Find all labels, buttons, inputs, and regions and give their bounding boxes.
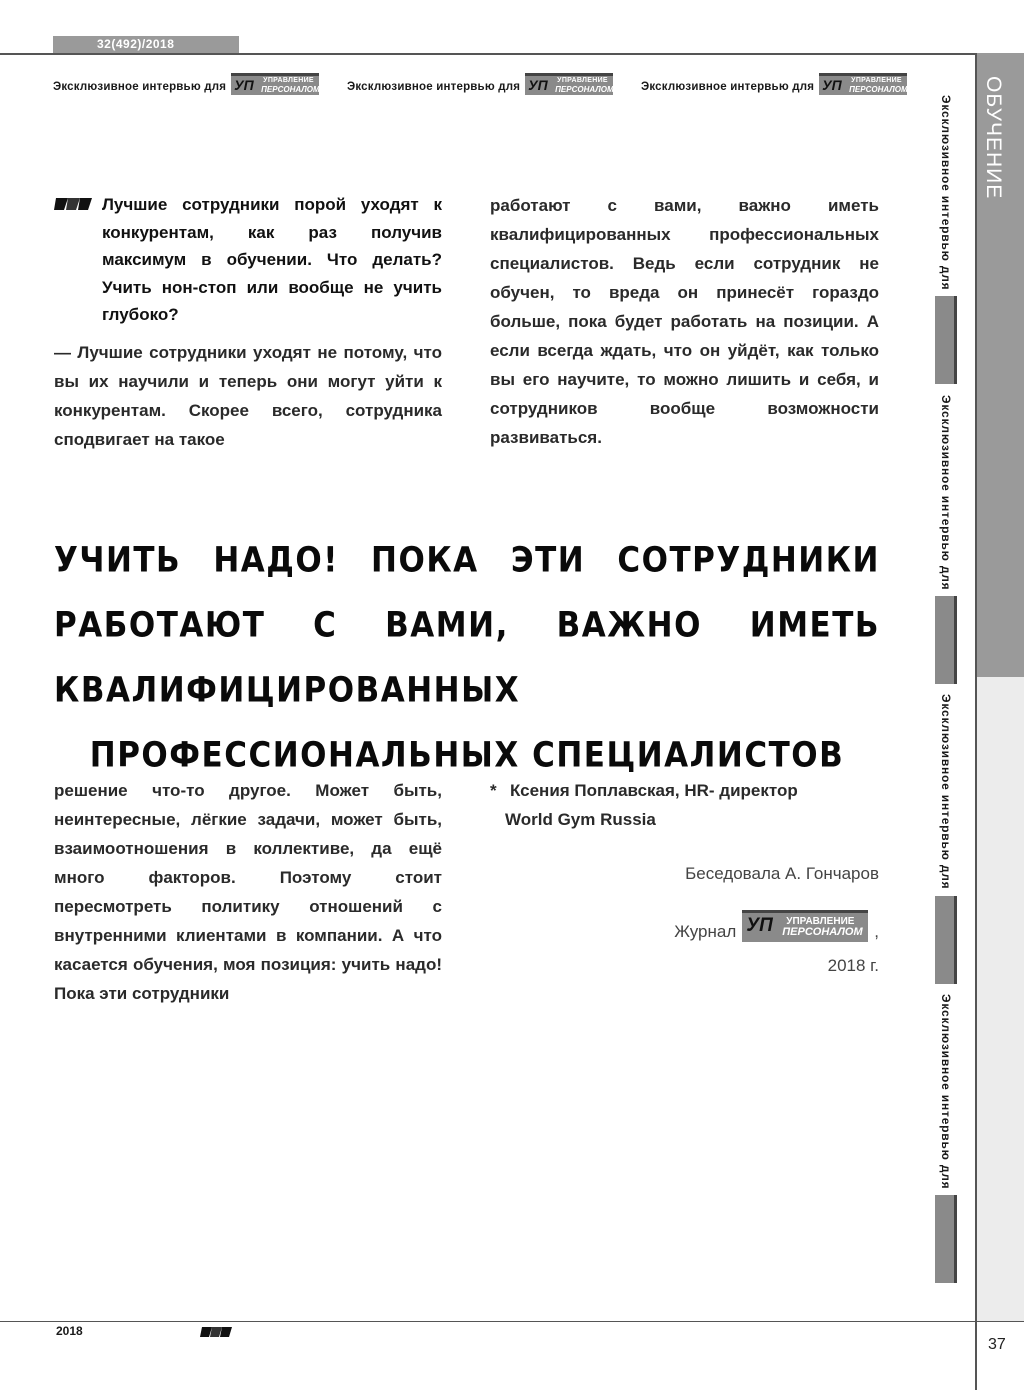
answer-text: — Лучшие сотрудники уходят не потому, что вы их научили и теперь они могут уйти к конкурентам. Скорее всего, сотрудника сподвигает на такое <box>54 343 442 449</box>
logo-bottom: ПЕРСОНАЛОМ <box>261 85 320 94</box>
answer-text: решение что-то другое. Может быть, неинтересные, лёгкие задачи, может быть, взаимоотношения в коллективе, да ещё много факторов. Поэтому стоит пересмотреть политику отношений с внутренними клиентами в компании. А что касается обучения, моя позиция: учить надо! Пока эти сотрудники <box>54 781 442 1003</box>
side-panel <box>977 677 1024 1322</box>
journal-logo <box>935 896 957 984</box>
author-company: World Gym Russia <box>505 810 656 829</box>
exclusive-text: Эксклюзивное интервью для <box>641 81 815 93</box>
logo-bottom: ПЕРСОНАЛОМ <box>849 85 908 94</box>
logo-mark: УП <box>234 77 254 93</box>
exclusive-text: Эксклюзивное интервью для <box>939 694 953 890</box>
logo-mark: УП <box>528 77 548 93</box>
interviewer: Беседовала А. Гончаров <box>685 864 879 883</box>
logo-top: УПРАВЛЕНИЕ <box>786 916 855 927</box>
exclusive-item <box>935 994 957 1289</box>
logo-mark: УП <box>746 915 773 936</box>
journal-logo <box>525 73 613 95</box>
journal-credit <box>674 910 879 942</box>
credit-year: 2018 г. <box>827 956 879 975</box>
journal-logo <box>935 296 957 384</box>
exclusive-vertical-strip <box>931 95 957 1305</box>
answer-paragraph-3 <box>490 191 879 452</box>
author-credit <box>490 776 880 834</box>
exclusive-text: Эксклюзивное интервью для <box>939 993 953 1190</box>
exclusive-text: Эксклюзивное интервью для <box>939 394 953 591</box>
footer-year: 2018 <box>56 1324 83 1338</box>
exclusive-text: Эксклюзивное интервью для <box>939 95 953 291</box>
logo-top: УПРАВЛЕНИЕ <box>851 77 902 84</box>
issue-number: 32(492)/2018 <box>53 36 239 53</box>
exclusive-item <box>935 395 957 690</box>
exclusive-text: Эксклюзивное интервью для <box>347 81 521 93</box>
exclusive-item <box>347 73 613 95</box>
exclusive-item <box>641 73 907 95</box>
logo-mark: УП <box>822 77 842 93</box>
answer-text: работают с вами, важно иметь квалифицированных профессиональных специалистов. Ведь если сотрудник не обучен, то вреда он принесёт гораздо больше, пока будет работать на позиции. А если всегда ждать, что он уйдёт, как только вы его научите, то можно лишить и себя, и сотрудников вообще возможности развиваться. <box>490 196 879 447</box>
logo-bottom: ПЕРСОНАЛОМ <box>555 85 614 94</box>
page-number: 37 <box>988 1336 1006 1353</box>
footer-logo-icon <box>200 1326 234 1338</box>
exclusive-item <box>53 73 319 95</box>
journal-label: Журнал <box>674 922 737 941</box>
logo-top: УПРАВЛЕНИЕ <box>557 77 608 84</box>
answer-paragraph-2 <box>54 776 442 1008</box>
logo-top: УПРАВЛЕНИЕ <box>263 77 314 84</box>
journal-comma: , <box>874 922 879 941</box>
journal-logo <box>231 73 319 95</box>
author-name: Ксения Поплавская, HR- директор <box>510 781 798 800</box>
top-rule <box>0 53 976 55</box>
journal-logo <box>819 73 907 95</box>
pull-quote: УЧИТЬ НАДО! ПОКА ЭТИ СОТРУДНИКИ РАБОТАЮТ С ВАМИ, ВАЖНО ИМЕТЬ КВАЛИФИЦИРОВАННЫХ ПРОФЕССИОНАЛЬНЫХ СПЕЦИАЛИСТОВ <box>54 540 880 776</box>
exclusive-item <box>935 95 957 390</box>
section-label: ОБУЧЕНИЕ <box>982 76 1005 200</box>
exclusive-text: Эксклюзивное интервью для <box>53 81 227 93</box>
bottom-rule <box>0 1321 1024 1322</box>
exclusive-item <box>935 694 957 989</box>
journal-logo <box>742 910 868 942</box>
interview-question: Лучшие сотрудники порой уходят к конкурентам, как раз получив максимум в обучении. Что делать? Учить нон-стоп или вообще не учить глубоко? <box>102 195 442 324</box>
footnote-star: * <box>490 781 497 800</box>
question-mark-logo-icon <box>54 196 94 212</box>
logo-bottom: ПЕРСОНАЛОМ <box>782 926 863 938</box>
journal-logo <box>935 1195 957 1283</box>
answer-paragraph-1 <box>54 338 442 454</box>
journal-logo <box>935 596 957 684</box>
exclusive-banner <box>53 73 933 97</box>
